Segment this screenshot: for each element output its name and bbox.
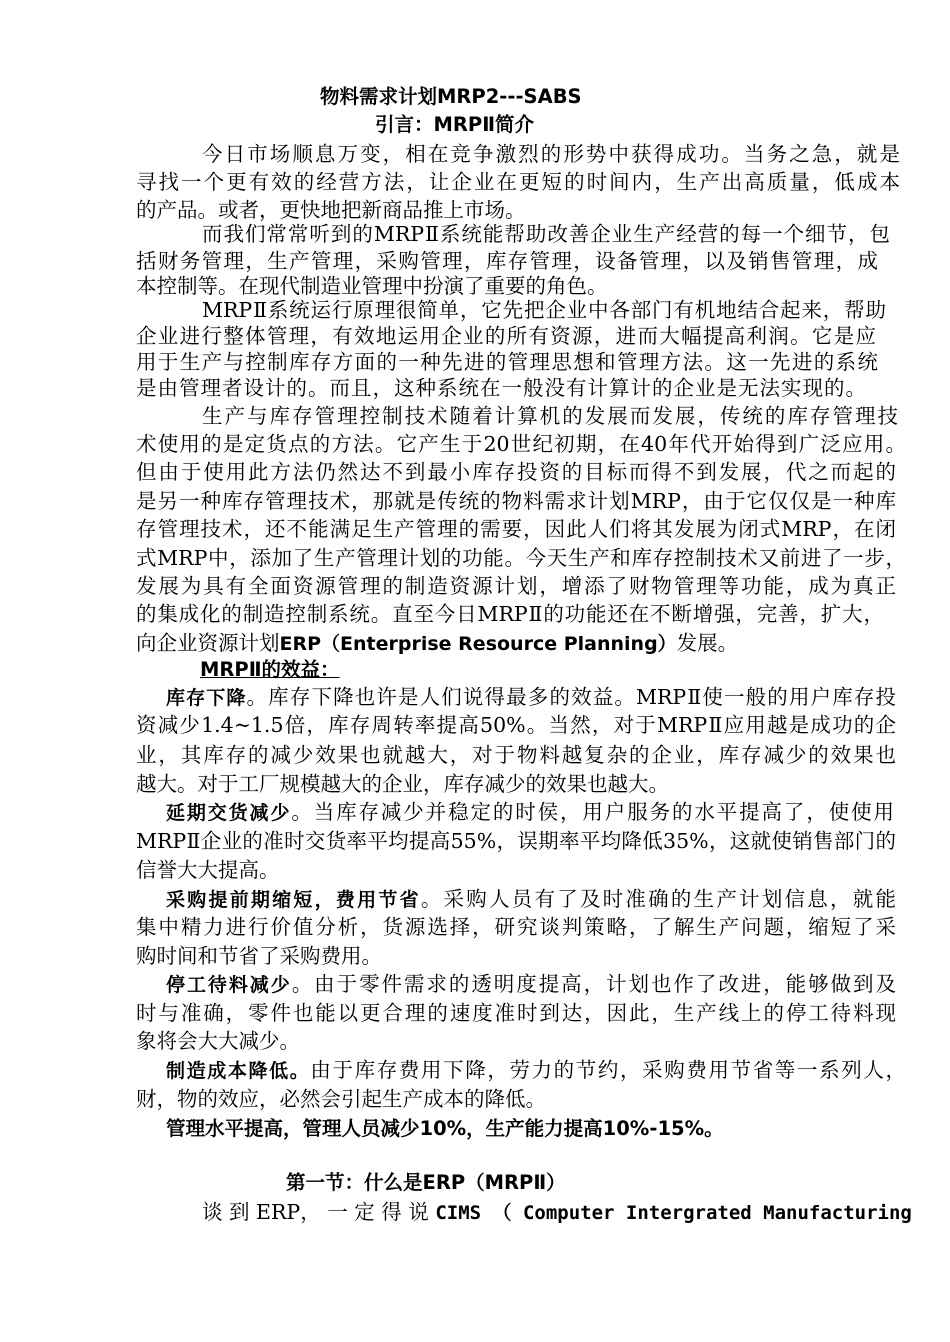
paragraph-line: 是另一种库存管理技术，那就是传统的物料需求计划MRP，由于它仅仅是一种库 bbox=[136, 489, 896, 513]
paragraph-line: 术使用的是定货点的方法。它产生于20世纪初期，在40年代开始得到广泛应用。 bbox=[136, 432, 906, 456]
paragraph-line: 发展为具有全面资源管理的制造资源计划，增添了财物管理等功能，成为真正 bbox=[136, 574, 896, 598]
paragraph-line: 越大。对于工厂规模越大的企业，库存减少的效果也越大。 bbox=[136, 772, 669, 796]
paragraph-line: 集中精力进行价值分析，货源选择，研究谈判策略，了解生产问题，缩短了采 bbox=[136, 915, 896, 939]
erp-term: ERP（Enterprise Resource Planning） bbox=[279, 633, 677, 655]
paragraph-line: 财，物的效应，必然会引起生产成本的降低。 bbox=[136, 1087, 546, 1111]
paragraph-line: 存管理技术，还不能满足生产管理的需要，因此人们将其发展为闭式MRP，在闭 bbox=[136, 517, 896, 541]
benefit-summary: 管理水平提高，管理人员减少10%，生产能力提高10%-15%。 bbox=[166, 1117, 724, 1140]
paragraph-line: 购时间和节省了采购费用。 bbox=[136, 944, 382, 968]
paragraph-text: 。库存下降也许是人们说得最多的效益。MRPⅡ使一般的用户库存投 bbox=[246, 685, 896, 709]
benefit-term: 延期交货减少 bbox=[166, 802, 292, 824]
paragraph-line: 业，其库存的减少效果也就越大，对于物料越复杂的企业，库存减少的效果也 bbox=[136, 743, 896, 767]
paragraph-text: 发展。 bbox=[676, 631, 739, 655]
benefit-term: 停工待料减少 bbox=[166, 974, 292, 996]
paragraph-line bbox=[166, 798, 894, 828]
paragraph-line: 今日市场顺息万变，相在竞争激烈的形势中获得成功。当务之急，就是 bbox=[202, 142, 900, 166]
paragraph-line: 的产品。或者，更快地把新商品推上市场。 bbox=[136, 198, 526, 222]
paragraph-line: 时与准确，零件也能以更合理的速度准时到达，因此，生产线上的停工待料现 bbox=[136, 1001, 896, 1025]
paragraph-text: 。采购人员有了及时准确的生产计划信息，就能 bbox=[420, 887, 896, 911]
document-title: 物料需求计划MRP2---SABS bbox=[320, 85, 582, 108]
paragraph-line bbox=[166, 1056, 906, 1086]
paragraph-line: 信誉大大提高。 bbox=[136, 858, 280, 882]
paragraph-line: 生产与库存管理控制技术随着计算机的发展而发展，传统的库存管理技 bbox=[202, 404, 898, 428]
paragraph-line bbox=[202, 1198, 912, 1228]
paragraph-line: MRPⅡ系统运行原理很简单，它先把企业中各部门有机地结合起来，帮助 bbox=[202, 298, 886, 322]
paragraph-line: 用于生产与控制库存方面的一种先进的管理思想和管理方法。这一先进的系统 bbox=[136, 350, 878, 374]
paragraph-line: 本控制等。在现代制造业管理中扮演了重要的角色。 bbox=[136, 274, 608, 298]
paragraph-line: 资减少1.4~1.5倍，库存周转率提高50%。当然，对于MRPⅡ应用越是成功的企 bbox=[136, 713, 896, 737]
section-heading: 第一节：什么是ERP（MRPⅡ） bbox=[286, 1171, 566, 1194]
paragraph-line: 而我们常常听到的MRPⅡ系统能帮助改善企业生产经营的每一个细节，包 bbox=[202, 222, 890, 246]
benefit-term: 采购提前期缩短，费用节省 bbox=[166, 889, 421, 911]
cims-term: CIMS （ Computer Intergrated Manufacturing bbox=[435, 1202, 912, 1224]
paragraph-text: 由于库存费用下降，劳力的节约，采购费用节省等一系列人， bbox=[310, 1058, 906, 1082]
paragraph-line bbox=[166, 683, 896, 713]
paragraph-text: 。由于零件需求的透明度提高，计划也作了改进，能够做到及 bbox=[291, 972, 896, 996]
paragraph-line: 括财务管理，生产管理，采购管理，库存管理，设备管理，以及销售管理，成 bbox=[136, 249, 878, 273]
paragraph-line: 企业进行整体管理，有效地运用企业的所有资源，进而大幅提高利润。它是应 bbox=[136, 324, 876, 348]
paragraph-line: 式MRP中，添加了生产管理计划的功能。今天生产和库存控制技术又前进了一步， bbox=[136, 546, 906, 570]
intro-heading: 引言：MRPⅡ简介 bbox=[375, 113, 535, 136]
paragraph-text: 向企业资源计划 bbox=[136, 631, 280, 655]
paragraph-line bbox=[166, 970, 896, 1000]
paragraph-line: 象将会大大减少。 bbox=[136, 1029, 300, 1053]
paragraph-text: 谈 到 ERP， 一 定 得 说 bbox=[202, 1200, 436, 1224]
paragraph-text: 。当库存减少并稳定的时侯，用户服务的水平提高了，使使用 bbox=[291, 800, 894, 824]
paragraph-line bbox=[166, 885, 896, 915]
paragraph-line: 的集成化的制造控制系统。直至今日MRPⅡ的功能还在不断增强，完善，扩大， bbox=[136, 602, 884, 626]
paragraph-line: 寻找一个更有效的经营方法，让企业在更短的时间内，生产出高质量，低成本 bbox=[136, 170, 900, 194]
benefits-heading: MRPⅡ的效益： bbox=[200, 658, 340, 681]
benefit-term: 库存下降 bbox=[166, 687, 247, 709]
paragraph-line: 是由管理者设计的。而且，这种系统在一般没有计算计的企业是无法实现的。 bbox=[136, 376, 866, 400]
paragraph-line: 但由于使用此方法仍然达不到最小库存投资的目标而得不到发展，代之而起的 bbox=[136, 460, 896, 484]
paragraph-line: MRPⅡ企业的准时交货率平均提高55%，误期率平均降低35%，这就使销售部门的 bbox=[136, 829, 896, 853]
benefit-term: 制造成本降低。 bbox=[166, 1060, 311, 1082]
